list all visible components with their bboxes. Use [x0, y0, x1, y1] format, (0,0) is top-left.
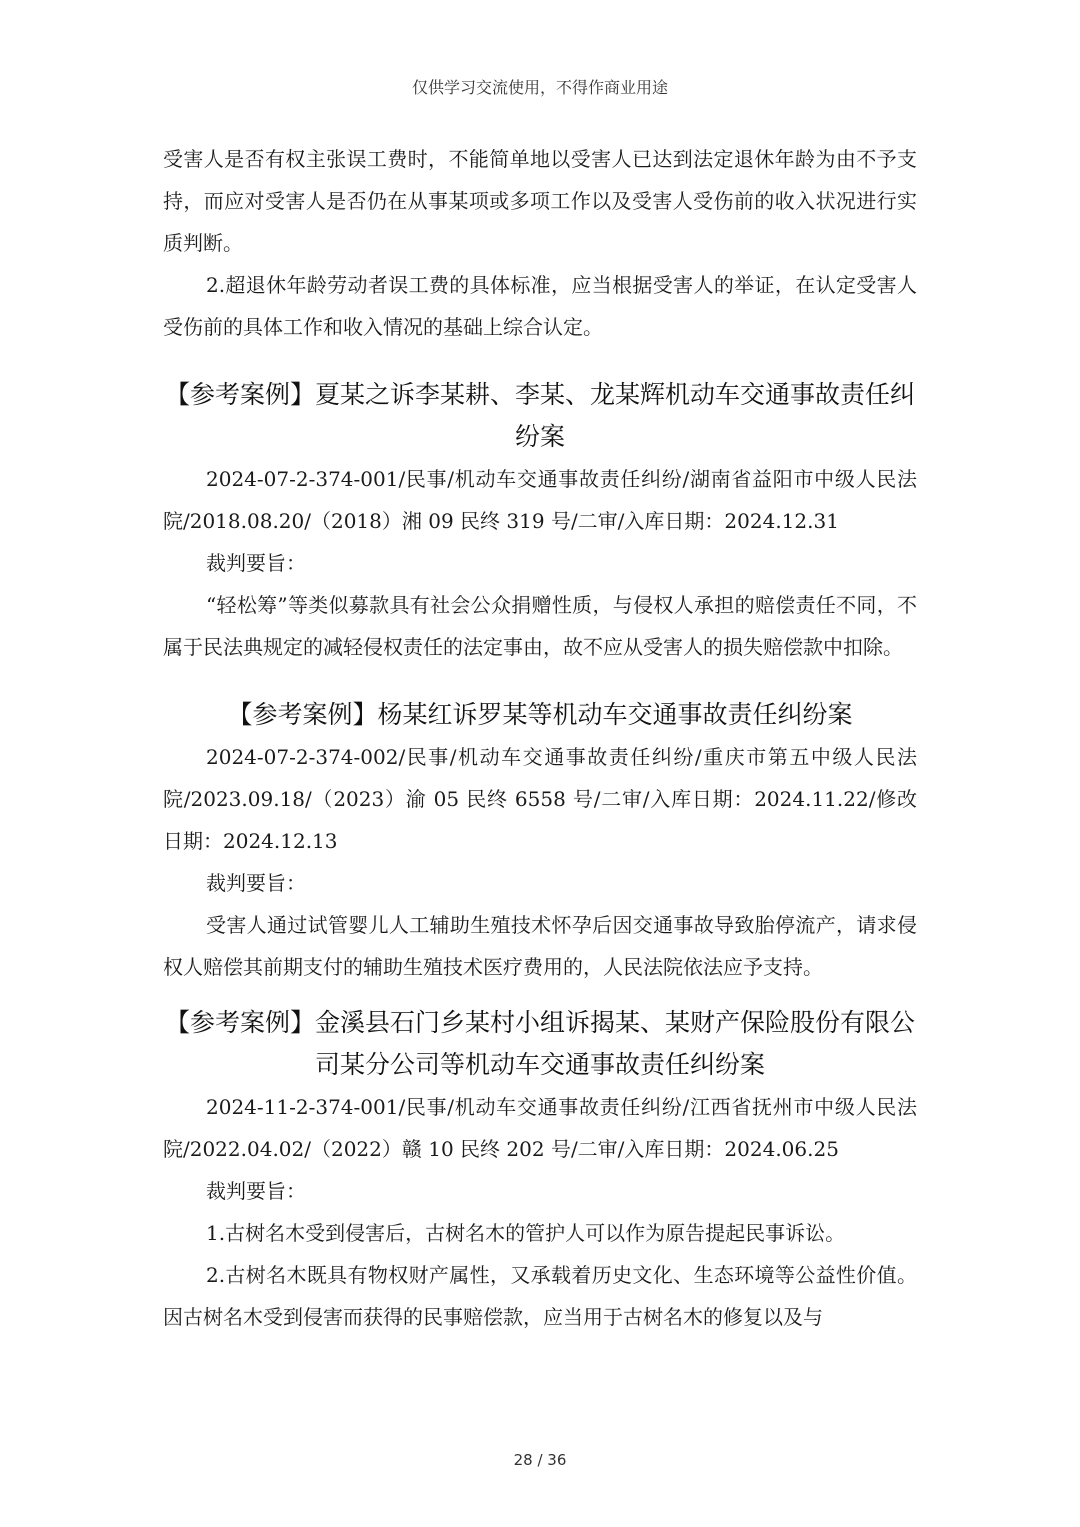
intro-paragraph-2: 2.超退休年龄劳动者误工费的具体标准，应当根据受害人的举证，在认定受害人受伤前的具体工作和收入情况的基础上综合认定。 — [163, 273, 917, 339]
case-2 — [163, 694, 917, 988]
intro-paragraph-1: 受害人是否有权主张误工费时，不能简单地以受害人已达到法定退休年龄为由不予支持，而应对受害人是否仍在从事某项或多项工作以及受害人受伤前的收入状况进行实质判断。 — [163, 147, 917, 255]
case-gist-label: 裁判要旨： — [206, 551, 306, 575]
page-number: 28 / 36 — [513, 1451, 567, 1469]
case-gist-paragraph: 2.古树名木既具有物权财产属性，又承载着历史文化、生态环境等公益性价值。因古树名木受到侵害而获得的民事赔偿款，应当用于古树名木的修复以及与 — [163, 1263, 917, 1329]
case-1 — [163, 374, 917, 668]
case-gist-paragraph: “轻松筹”等类似募款具有社会公众捐赠性质，与侵权人承担的赔偿责任不同，不属于民法典规定的减轻侵权责任的法定事由，故不应从受害人的损失赔偿款中扣除。 — [163, 593, 917, 659]
case-gist-paragraph: 受害人通过试管婴儿人工辅助生殖技术怀孕后因交通事故导致胎停流产，请求侵权人赔偿其前期支付的辅助生殖技术医疗费用的，人民法院依法应予支持。 — [163, 913, 917, 979]
case-meta: 2024-07-2-374-002/民事/机动车交通事故责任纠纷/重庆市第五中级人民法院/2023.09.18/（2023）渝 05 民终 6558 号/二审/入库日期：2024.11.22/修改日期：2024.12.13 — [163, 745, 917, 853]
case-3 — [163, 1002, 917, 1338]
case-meta: 2024-11-2-374-001/民事/机动车交通事故责任纠纷/江西省抚州市中级人民法院/2022.04.02/（2022）赣 10 民终 202 号/二审/入库日期：2024.06.25 — [163, 1095, 917, 1161]
case-gist-paragraph: 1.古树名木受到侵害后，古树名木的管护人可以作为原告提起民事诉讼。 — [206, 1221, 846, 1245]
page-header-notice: 仅供学习交流使用，不得作商业用途 — [411, 78, 668, 97]
case-gist-label: 裁判要旨： — [206, 1179, 306, 1203]
case-meta: 2024-07-2-374-001/民事/机动车交通事故责任纠纷/湖南省益阳市中级人民法院/2018.08.20/（2018）湘 09 民终 319 号/二审/入库日期：2024.12.31 — [163, 467, 917, 533]
case-gist-label: 裁判要旨： — [206, 871, 306, 895]
case-title: 【参考案例】夏某之诉李某耕、李某、龙某辉机动车交通事故责任纠纷案 — [164, 380, 915, 451]
document-body — [163, 138, 917, 1338]
case-title: 【参考案例】金溪县石门乡某村小组诉揭某、某财产保险股份有限公司某分公司等机动车交通事故责任纠纷案 — [164, 1008, 915, 1079]
case-title: 【参考案例】杨某红诉罗某等机动车交通事故责任纠纷案 — [227, 700, 853, 729]
